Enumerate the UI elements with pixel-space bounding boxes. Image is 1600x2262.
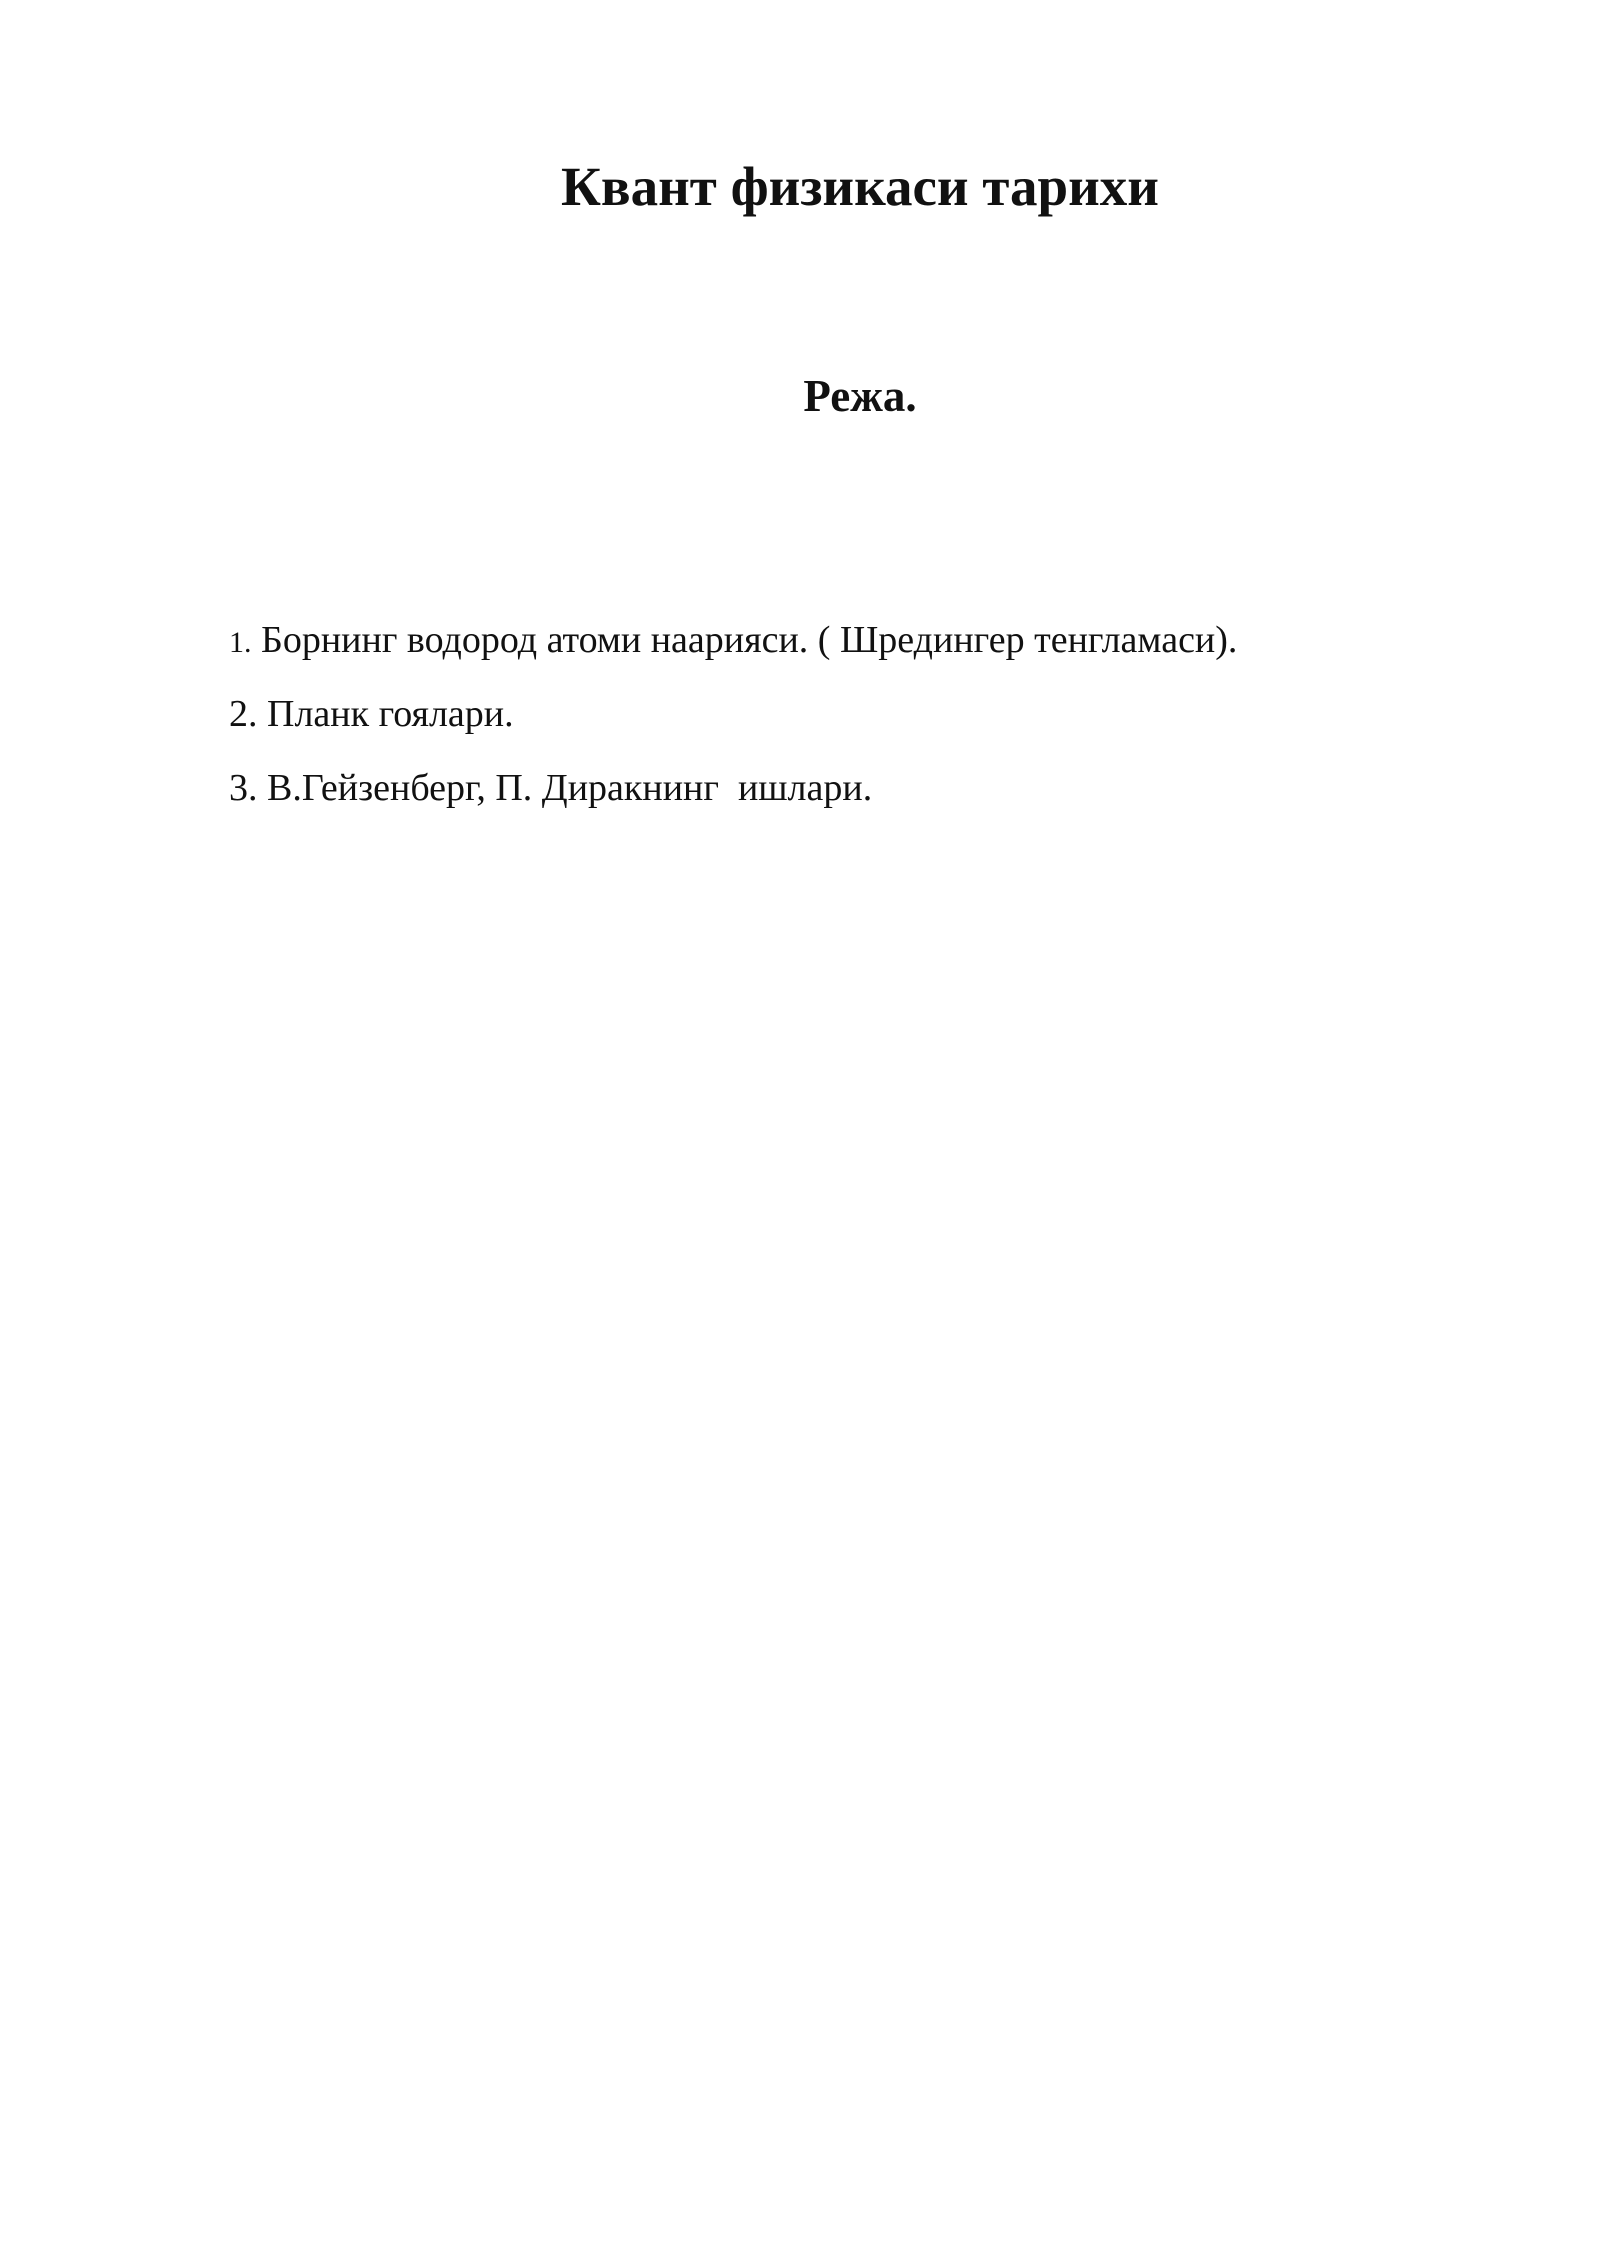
plan-item <box>229 690 1237 764</box>
plan-heading: Режа. <box>803 371 917 421</box>
plan-item-number: 3. <box>229 767 258 809</box>
plan-item <box>229 764 1237 838</box>
plan-item <box>229 616 1237 690</box>
plan-item-text: Борнинг водород атоми наарияси. ( Шредингер тенгламаси). <box>251 619 1238 661</box>
plan-item-number: 2. <box>229 693 258 735</box>
plan-item-text: Планк гоялари. <box>257 693 514 735</box>
plan-item-text: В.Гейзенберг, П. Диракнинг ишлари. <box>257 767 873 809</box>
plan-list <box>229 616 1237 838</box>
plan-item-number: 1. <box>229 626 252 659</box>
document-title: Квант физикаси тарихи <box>561 156 1159 217</box>
